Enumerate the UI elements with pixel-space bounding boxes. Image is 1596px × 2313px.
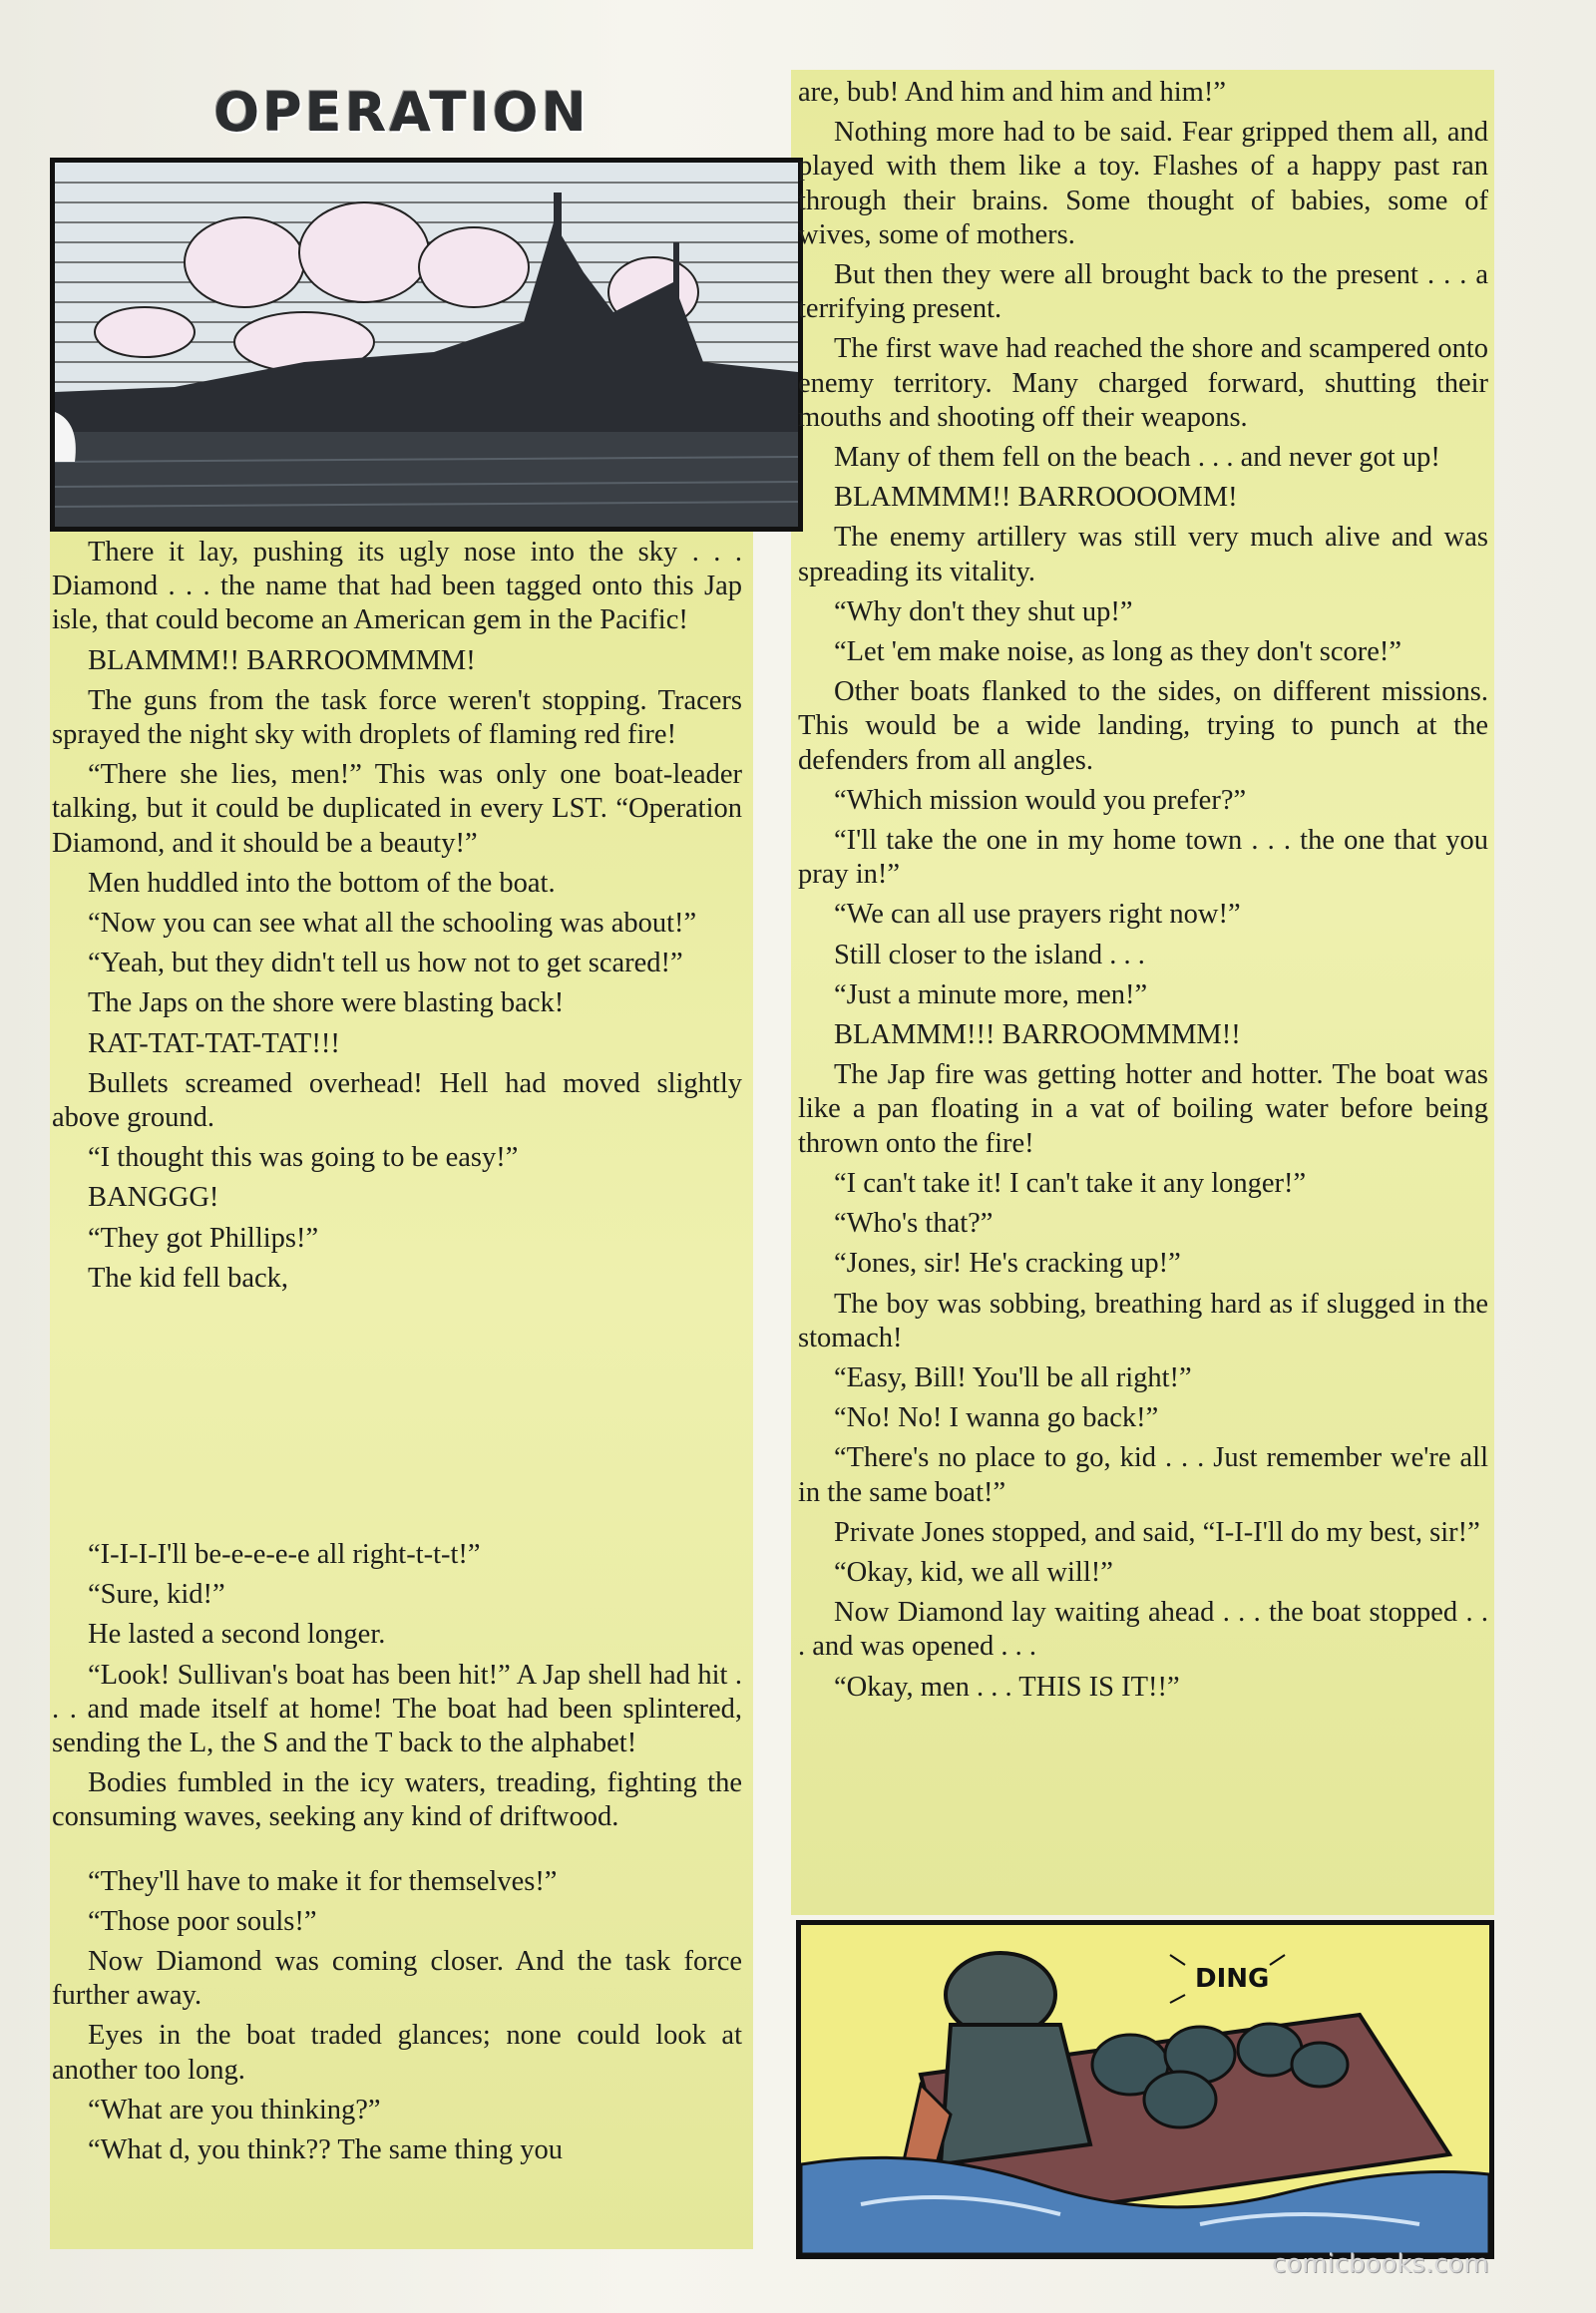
left-column-text-top — [52, 536, 742, 1302]
paragraph: He lasted a second longer. — [88, 1619, 386, 1651]
paragraph: “I'll take the one in my home town . . . the one that you pray in!” — [798, 825, 1488, 891]
paragraph: “What are you thinking?” — [88, 2094, 381, 2125]
paragraph: The Japs on the shore were blasting back! — [88, 987, 565, 1019]
paragraph: Nothing more had to be said. Fear gripped them all, and played with them like a toy. Flashes of a happy past ran through their brains. Some thought of babies, some of wives, some of mothers. — [798, 117, 1488, 250]
paragraph: BLAMMM!! BARROOMMMM! — [88, 644, 476, 676]
paragraph: “Look! Sullivan's boat has been hit!” A Jap shell had hit . . . and made itself at home! The boat had been splintered, sending the L, the S and the T back to the alphabet! — [52, 1659, 742, 1759]
paragraph: Many of them fell on the beach . . . and never got up! — [834, 442, 1440, 474]
watermark: comicbooks.com — [1272, 2249, 1489, 2279]
paragraph: “Why don't they shut up!” — [834, 595, 1133, 627]
spacer — [52, 1841, 742, 1859]
paragraph: Now Diamond was coming closer. And the task force further away. — [52, 1946, 742, 2012]
paragraph: Other boats flanked to the sides, on different missions. This would be a wide landing, trying to punch at the defenders from all angles. — [798, 676, 1488, 776]
paragraph: are, bub! And him and him and him!” — [798, 77, 1226, 108]
paragraph: Bodies fumbled in the icy waters, treading, fighting the consuming waves, seeking any kind of driftwood. — [52, 1767, 742, 1833]
sfx-ding: DING — [1195, 1964, 1270, 1994]
paragraph: The kid fell back, — [88, 1262, 289, 1294]
landing-craft-panel — [796, 1920, 1494, 2259]
paragraph: “They'll have to make it for themselves!” — [88, 1865, 558, 1897]
paragraph: “Sure, kid!” — [88, 1579, 225, 1611]
paragraph: Still closer to the island . . . — [834, 939, 1145, 970]
paragraph: The enemy artillery was still very much alive and was spreading its vitality. — [798, 522, 1488, 587]
paragraph: “What d, you think?? The same thing you — [88, 2134, 563, 2166]
paragraph: The guns from the task force weren't stopping. Tracers sprayed the night sky with droplets of flaming red fire! — [52, 684, 742, 751]
paragraph: Now Diamond lay waiting ahead . . . the boat stopped . . . and was opened . . . — [798, 1597, 1488, 1663]
paragraph: “Who's that?” — [834, 1208, 994, 1240]
paragraph: Men huddled into the bottom of the boat. — [88, 867, 556, 899]
paragraph: “Yeah, but they didn't tell us how not to get scared!” — [88, 948, 683, 979]
story-title: OPERATION — [213, 81, 590, 144]
left-column-text-bottom — [52, 1538, 742, 2173]
paragraph: Eyes in the boat traded glances; none could look at another too long. — [52, 2020, 742, 2086]
paragraph: There it lay, pushing its ugly nose into the sky . . . Diamond . . . the name that had been tagged onto this Jap isle, that could become an American gem in the Pacific! — [52, 537, 742, 636]
paragraph: “Let 'em make noise, as long as they don't score!” — [834, 636, 1401, 668]
paragraph: “No! No! I wanna go back!” — [834, 1402, 1159, 1434]
paragraph: “Just a minute more, men!” — [834, 978, 1148, 1010]
battleship-illustration — [55, 163, 798, 527]
battleship-panel — [50, 158, 803, 532]
paragraph: “There she lies, men!” This was only one boat-leader talking, but it could be duplicated in every LST. “Operation Diamond, and it should be a beauty!” — [52, 759, 742, 859]
soldiers-landing-craft-illustration — [801, 1925, 1489, 2254]
paragraph: BLAMMM!!! BARROOMMMM!! — [834, 1019, 1241, 1051]
paragraph: Private Jones stopped, and said, “I-I-I'll do my best, sir!” — [834, 1516, 1480, 1548]
paragraph: BLAMMMM!! BARROOOOMM! — [834, 482, 1238, 514]
paragraph: “We can all use prayers right now!” — [834, 899, 1241, 931]
paragraph: “There's no place to go, kid . . . Just remember we're all in the same boat!” — [798, 1442, 1488, 1508]
paragraph: “I can't take it! I can't take it any longer!” — [834, 1167, 1307, 1199]
paragraph: The boy was sobbing, breathing hard as if slugged in the stomach! — [798, 1288, 1488, 1353]
paragraph: “Jones, sir! He's cracking up!” — [834, 1248, 1181, 1280]
paragraph: Bullets screamed overhead! Hell had moved slightly above ground. — [52, 1067, 742, 1134]
right-column-text — [798, 76, 1488, 1711]
paragraph: “I-I-I-I'll be-e-e-e-e all right-t-t-t!” — [88, 1539, 481, 1570]
paragraph: “Those poor souls!” — [88, 1905, 317, 1937]
paragraph: “Okay, kid, we all will!” — [834, 1556, 1113, 1588]
paragraph: “Easy, Bill! You'll be all right!” — [834, 1361, 1192, 1393]
paragraph: “I thought this was going to be easy!” — [88, 1142, 519, 1174]
paragraph: “Now you can see what all the schooling was about!” — [88, 908, 697, 940]
paragraph: BANGGG! — [88, 1182, 219, 1214]
paragraph: “Okay, men . . . THIS IS IT!!” — [834, 1671, 1180, 1703]
paragraph: The Jap fire was getting hotter and hotter. The boat was like a pan floating in a vat of boiling water before being thrown onto the fire! — [798, 1059, 1488, 1159]
paragraph: “They got Phillips!” — [88, 1222, 319, 1254]
paragraph: “Which mission would you prefer?” — [834, 784, 1247, 816]
paragraph: The first wave had reached the shore and scampered onto enemy territory. Many charged forward, shutting their mouths and shooting off their weapons. — [798, 333, 1488, 433]
paragraph: But then they were all brought back to the present . . . a terrifying present. — [798, 259, 1488, 325]
paragraph: RAT-TAT-TAT-TAT!!! — [88, 1027, 340, 1059]
